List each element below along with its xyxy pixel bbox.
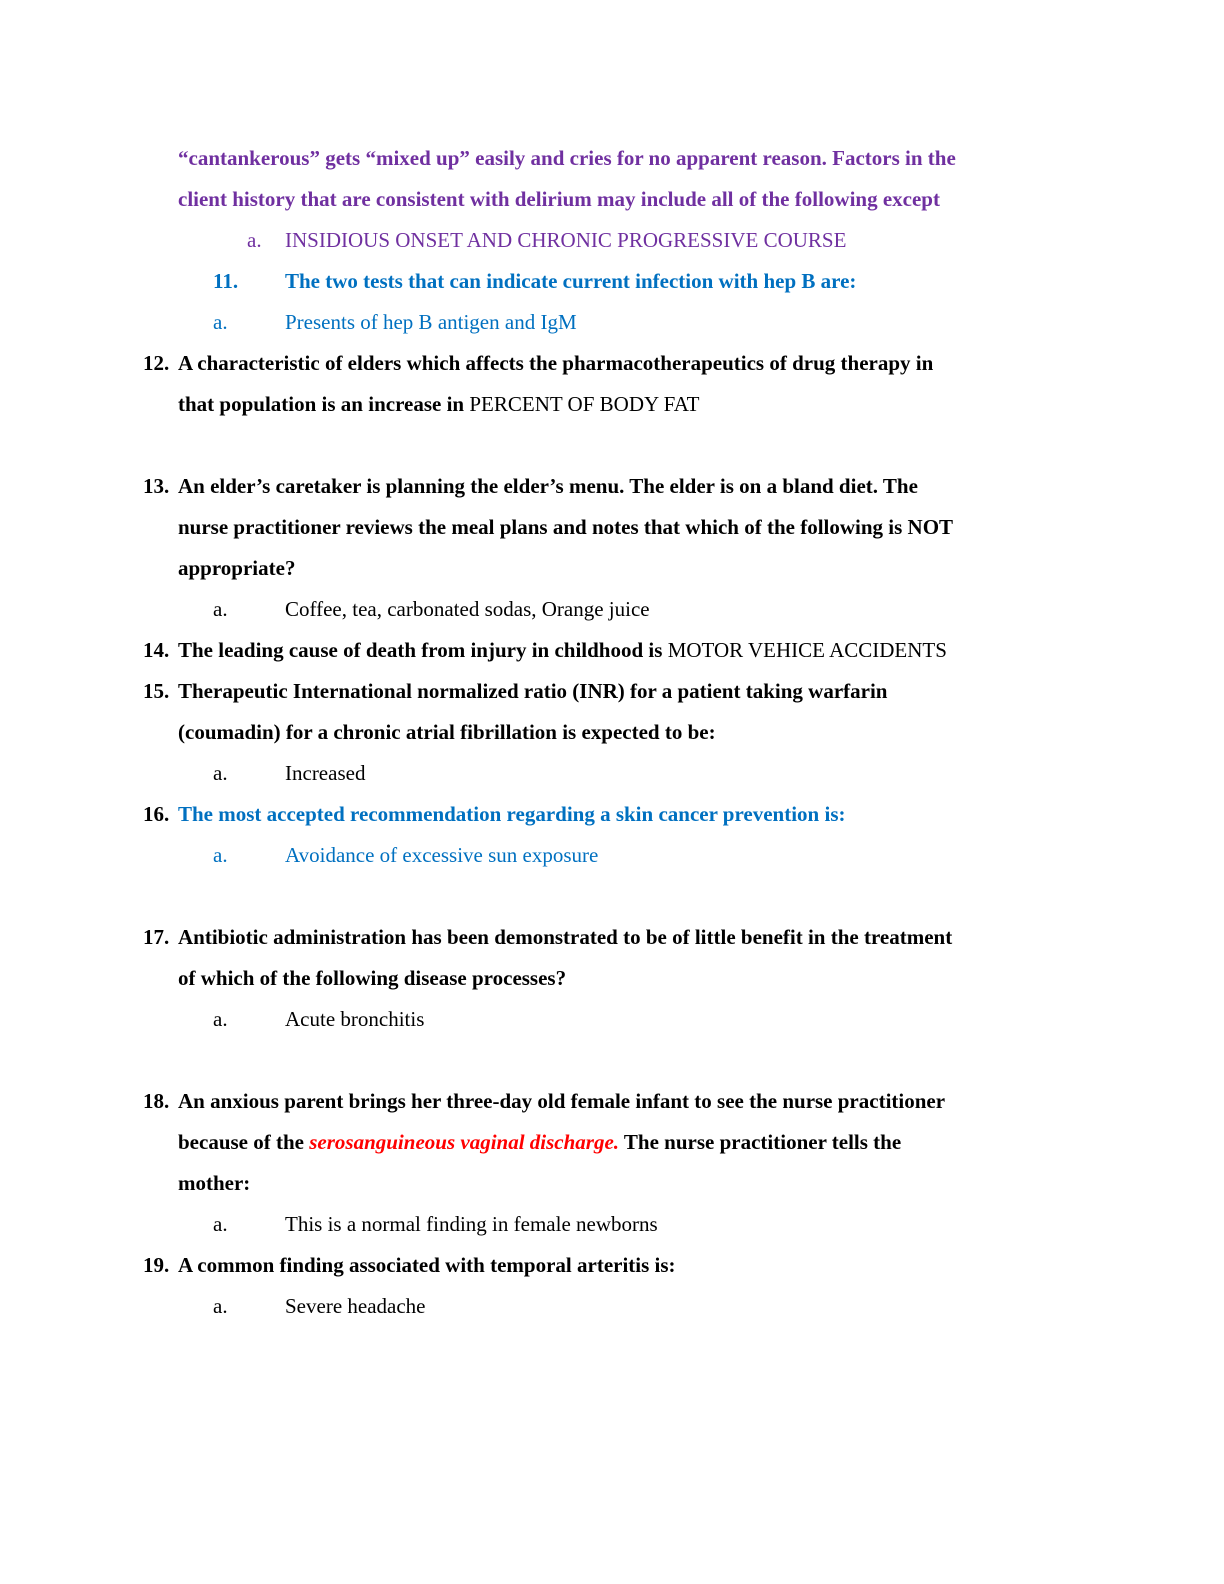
q12-question-line1: A characteristic of elders which affects the pharmacotherapeutics of drug therapy in <box>178 351 934 375</box>
q13-answer: Coffee, tea, carbonated sodas, Orange juice <box>285 597 650 621</box>
q19-answer: Severe headache <box>285 1294 426 1318</box>
q13-question-line1: An elder’s caretaker is planning the elder’s menu. The elder is on a bland diet. The <box>178 474 918 498</box>
q18-number: 18. <box>143 1089 170 1113</box>
q14-answer: MOTOR VEHICE ACCIDENTS <box>662 638 947 662</box>
q15-question-line2: (coumadin) for a chronic atrial fibrillation is expected to be: <box>178 720 716 744</box>
q15-answer: Increased <box>285 761 366 785</box>
q18-question-line2 <box>178 1128 901 1156</box>
q11-number: 11. <box>213 269 239 293</box>
q18-highlight: serosanguineous vaginal discharge. <box>309 1130 620 1154</box>
q19-number: 19. <box>143 1253 170 1277</box>
q16-answer: Avoidance of excessive sun exposure <box>285 843 599 867</box>
q12-question-line2 <box>178 390 699 418</box>
q17-question-line2: of which of the following disease processes? <box>178 966 567 990</box>
q12-question-bold: that population is an increase in <box>178 392 465 416</box>
q17-answer: Acute bronchitis <box>285 1007 425 1031</box>
q11-question: The two tests that can indicate current infection with hep B are: <box>285 269 857 293</box>
q16-question: The most accepted recommendation regarding a skin cancer prevention is: <box>178 802 846 826</box>
q15-answer-marker: a. <box>213 761 228 785</box>
q15-number: 15. <box>143 679 170 703</box>
q13-question-line3: appropriate? <box>178 556 296 580</box>
q10-text-line1: “cantankerous” gets “mixed up” easily and cries for no apparent reason. Factors in the <box>178 146 956 170</box>
q14-question-bold: The leading cause of death from injury in childhood is <box>178 638 663 662</box>
q17-question-line1: Antibiotic administration has been demonstrated to be of little benefit in the treatment <box>178 925 953 949</box>
q18-question-line1: An anxious parent brings her three-day old female infant to see the nurse practitioner <box>178 1089 946 1113</box>
q15-question-line1: Therapeutic International normalized ratio (INR) for a patient taking warfarin <box>178 679 888 703</box>
q13-question-line2: nurse practitioner reviews the meal plans and notes that which of the following is NOT <box>178 515 954 539</box>
q12-number: 12. <box>143 351 170 375</box>
q11-answer: Presents of hep B antigen and IgM <box>285 310 577 334</box>
q19-answer-marker: a. <box>213 1294 228 1318</box>
q11-answer-marker: a. <box>213 310 228 334</box>
q12-answer: PERCENT OF BODY FAT <box>464 392 700 416</box>
q14-number: 14. <box>143 638 170 662</box>
q18-answer-marker: a. <box>213 1212 228 1236</box>
q18-answer: This is a normal finding in female newborns <box>285 1212 658 1236</box>
q10-answer: INSIDIOUS ONSET AND CHRONIC PROGRESSIVE COURSE <box>285 228 847 252</box>
q19-question: A common finding associated with temporal arteritis is: <box>178 1253 676 1277</box>
q13-number: 13. <box>143 474 170 498</box>
q17-number: 17. <box>143 925 170 949</box>
q17-answer-marker: a. <box>213 1007 228 1031</box>
q16-answer-marker: a. <box>213 843 228 867</box>
q10-text-line2: client history that are consistent with delirium may include all of the following except <box>178 187 940 211</box>
q18-line2-post: The nurse practitioner tells the <box>619 1130 902 1154</box>
q18-question-line3: mother: <box>178 1171 251 1195</box>
q10-answer-marker: a. <box>247 228 262 252</box>
q18-line2-pre: because of the <box>178 1130 310 1154</box>
q13-answer-marker: a. <box>213 597 228 621</box>
q14-question-line <box>178 636 947 664</box>
q16-number: 16. <box>143 802 170 826</box>
